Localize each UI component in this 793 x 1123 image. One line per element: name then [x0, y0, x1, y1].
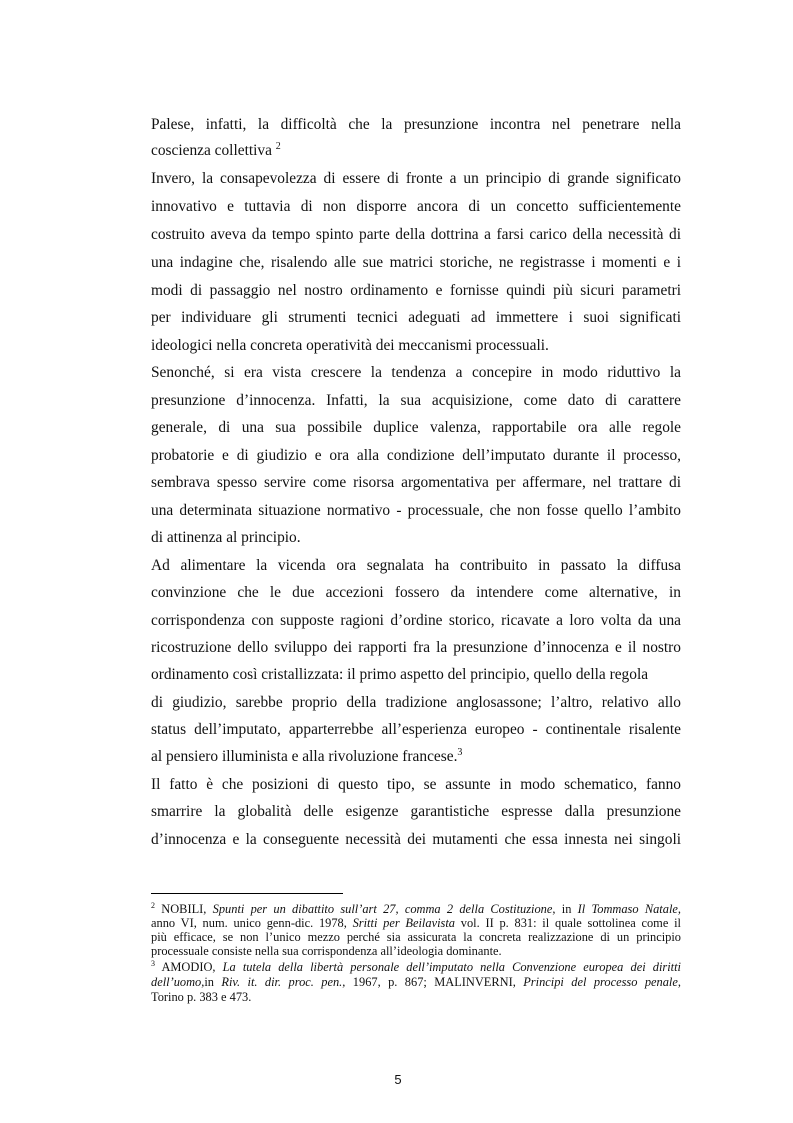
- body-line: status dell’imputato, apparterrebbe all’esperienza europeo - continentale risalente: [151, 721, 681, 738]
- body-line: al pensiero illuminista e alla rivoluzione francese.$^3$: [151, 747, 463, 765]
- footnote-2-line: più efficace, se non l’unico mezzo perché sia assicurata la concreta realizzazione di un principio: [151, 930, 681, 944]
- footnote-2-line: processuale consiste nella sua corrispondenza all’ideologia dominante.: [151, 944, 502, 958]
- body-line: d’innocenza e la conseguente necessità dei mutamenti che essa innesta nei singoli: [151, 831, 681, 848]
- body-line: sembrava spesso servire come risorsa argomentativa per affermare, nel trattare di: [151, 474, 681, 491]
- body-line: ricostruzione dello sviluppo dei rapporti fra la presunzione d’innocenza e il nostro: [151, 639, 681, 656]
- footnote-3-line: Torino p. 383 e 473.: [151, 990, 252, 1004]
- body-line: generale, di una sua possibile duplice valenza, rapportabile ora alle regole: [151, 419, 681, 436]
- body-line: coscienza collettiva $^2$: [151, 141, 281, 159]
- footnote-marker: 2: [151, 901, 155, 910]
- body-line: Il fatto è che posizioni di questo tipo, se assunte in modo schematico, fanno: [151, 776, 681, 793]
- footnote-2: $^2$ NOBILI, Spunti per un dibattito sull’art 27, comma 2 della Costituzione, in Il Tommaso Natale,: [151, 901, 681, 916]
- body-line: ideologici nella concreta operatività dei meccanismi processuali.: [151, 337, 549, 354]
- body-line: convinzione che le due accezioni fossero da intendere come alternative, in: [151, 584, 681, 601]
- page-number: 5: [394, 1072, 402, 1087]
- footnote-ref: 3: [457, 747, 463, 758]
- footnote-3-line: dell’uomo,in Riv. it. dir. proc. pen., 1967, p. 867; MALINVERNI, Principi del processo penale,: [151, 975, 681, 989]
- body-line: corrispondenza con supposte ragioni d’ordine storico, ricavate a loro volta da una: [151, 612, 681, 629]
- body-line: di giudizio, sarebbe proprio della tradizione anglosassone; l’altro, relativo allo: [151, 694, 681, 711]
- body-line: una determinata situazione normativo - processuale, che non fosse quello l’ambito: [151, 502, 681, 519]
- body-line: Invero, la consapevolezza di essere di fronte a un principio di grande significato: [151, 170, 681, 187]
- body-line: modi di passaggio nel nostro ordinamento e fornisse quindi più sicuri parametri: [151, 282, 681, 299]
- footnote-3: $^3$ AMODIO, La tutela della libertà personale dell’imputato nella Convenzione europea dei diritti: [151, 959, 681, 974]
- footnote-separator: [151, 893, 343, 894]
- body-line: per individuare gli strumenti tecnici adeguati ad immettere i suoi significati: [151, 309, 681, 326]
- footnote-2-line: anno VI, num. unico genn-dic. 1978, Sritti per Beilavista vol. II p. 831: il quale sottolinea come il: [151, 916, 681, 930]
- body-line: Senonché, si era vista crescere la tendenza a concepire in modo riduttivo la: [151, 364, 681, 381]
- body-line: Ad alimentare la vicenda ora segnalata ha contribuito in passato la diffusa: [151, 557, 681, 574]
- body-line: Palese, infatti, la difficoltà che la presunzione incontra nel penetrare nella: [151, 116, 681, 133]
- body-line: probatorie e di giudizio e ora alla condizione dell’imputato durante il processo,: [151, 447, 681, 464]
- body-line: presunzione d’innocenza. Infatti, la sua acquisizione, come dato di carattere: [151, 392, 681, 409]
- body-line: una indagine che, risalendo alle sue matrici storiche, ne registrasse i momenti e i: [151, 254, 681, 271]
- body-line: smarrire la globalità delle esigenze garantistiche espresse dalla presunzione: [151, 803, 681, 820]
- body-line: ordinamento così cristallizzata: il primo aspetto del principio, quello della regola: [151, 666, 649, 683]
- body-line: costruito aveva da tempo spinto parte della dottrina a farsi carico della necessità di: [151, 226, 681, 243]
- body-line: innovativo e tuttavia di non disporre ancora di un concetto sufficientemente: [151, 198, 681, 215]
- body-line: di attinenza al principio.: [151, 529, 301, 546]
- footnote-marker: 3: [151, 959, 155, 968]
- footnote-ref: 2: [275, 141, 281, 152]
